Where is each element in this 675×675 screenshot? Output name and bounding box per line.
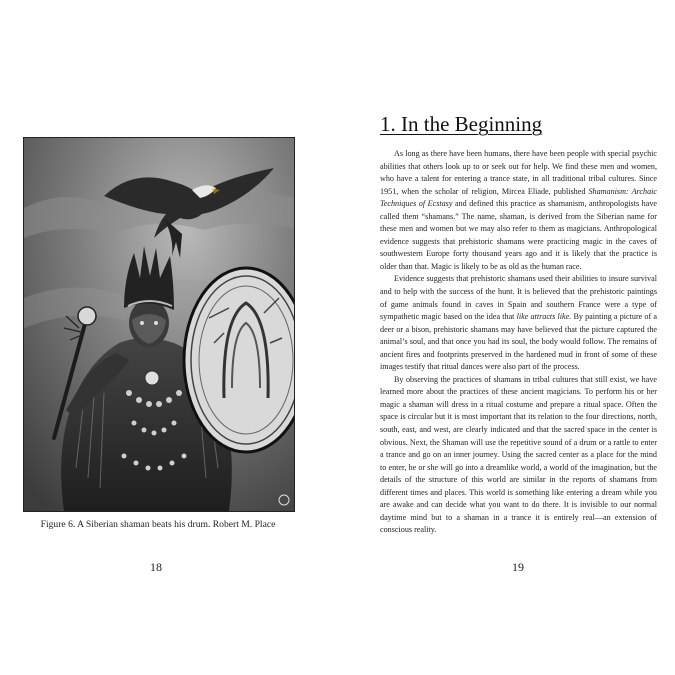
shaman-drum-drawing — [24, 138, 294, 511]
drum-figure — [184, 268, 294, 452]
paragraph — [380, 148, 657, 273]
body-text — [380, 148, 657, 537]
left-page — [0, 0, 337, 675]
right-page — [337, 0, 675, 675]
page-number-left: 18 — [150, 560, 162, 574]
figure-caption: Figure 6. A Siberian shaman beats his drum. Robert M. Place — [40, 519, 276, 530]
chapter-title: 1. In the Beginning — [380, 112, 543, 136]
paragraph-text: As long as there have been humans, there have been people with special psychic abilities that others look up to or seek out for help. We find these men and women, who have a talent for entering a trance state, in all traditional tribal cultures. Since 1951, when the scholar of religion, Mircea Eliade, published — [380, 149, 657, 196]
paragraph-text: Evidence suggests that prehistoric shamans used their abilities to insure survival and to help with the success of the hunt. It is believed that the prehistoric paintings of game animals found in caves in Spain and southern France were a type of sympathetic magic based on the idea that — [380, 274, 657, 322]
paragraph-text: By observing the practices of shamans in tribal cultures that still exist, we have learned more about the practices of these ancient magicians. To perform his or her magic a shaman will dress in a ritual costume and prepare a ritual space. Often the space is circular but it is most important that its relation to the four directions, north, south, east, and west, are clearly indicated and that the sacred space in the center is obvious. Next, the Shaman will use the repetitive sound of a drum or a rattle to enter a trance and go on an inner journey. Using the sacred center as a place for the mind to enter, he or she will go into a dreamlike world, a world of the imagination, but the details of the structure of this world are similar in the reports of shamans from different times and places. This world is something like entering a dream while you are awake and can decide what you want to do there. It is invisible to our normal daytime mind but to a shaman in a trance it is entirely real—an extension of conscious reality. — [380, 374, 657, 535]
book-title-emphasis: Shamanism: Archaic Techniques of Ecstasy — [380, 186, 657, 209]
paragraph — [380, 374, 657, 537]
shaman-illustration — [23, 137, 295, 512]
phrase-emphasis: like attracts like. — [516, 312, 572, 322]
paragraph-text: By painting a picture of a deer or a bison, prehistoric shamans may have believed that the picture captured the animal’s soul, and that once you had its soul, the body would follow. The remains of ancient fires and footprints preserved in the hardened mud in front of some of these images testify that ritual dances were also part of the process. — [380, 312, 657, 372]
page-number-right: 19 — [512, 560, 524, 574]
paragraph — [380, 273, 657, 373]
paragraph-text: and defined this practice as shamanism, anthropologists have called them “shamans.” The name, shaman, is derived from the Siberian name for these men and women but we may also refer to them as magicians. Anthropological evidence suggests that prehistoric shamans were practicing magic in the caves of southwestern Europe forty thousand years ago and it is likely that the practice is older than that. Magic is likely to be as old as the human race. — [380, 199, 657, 271]
